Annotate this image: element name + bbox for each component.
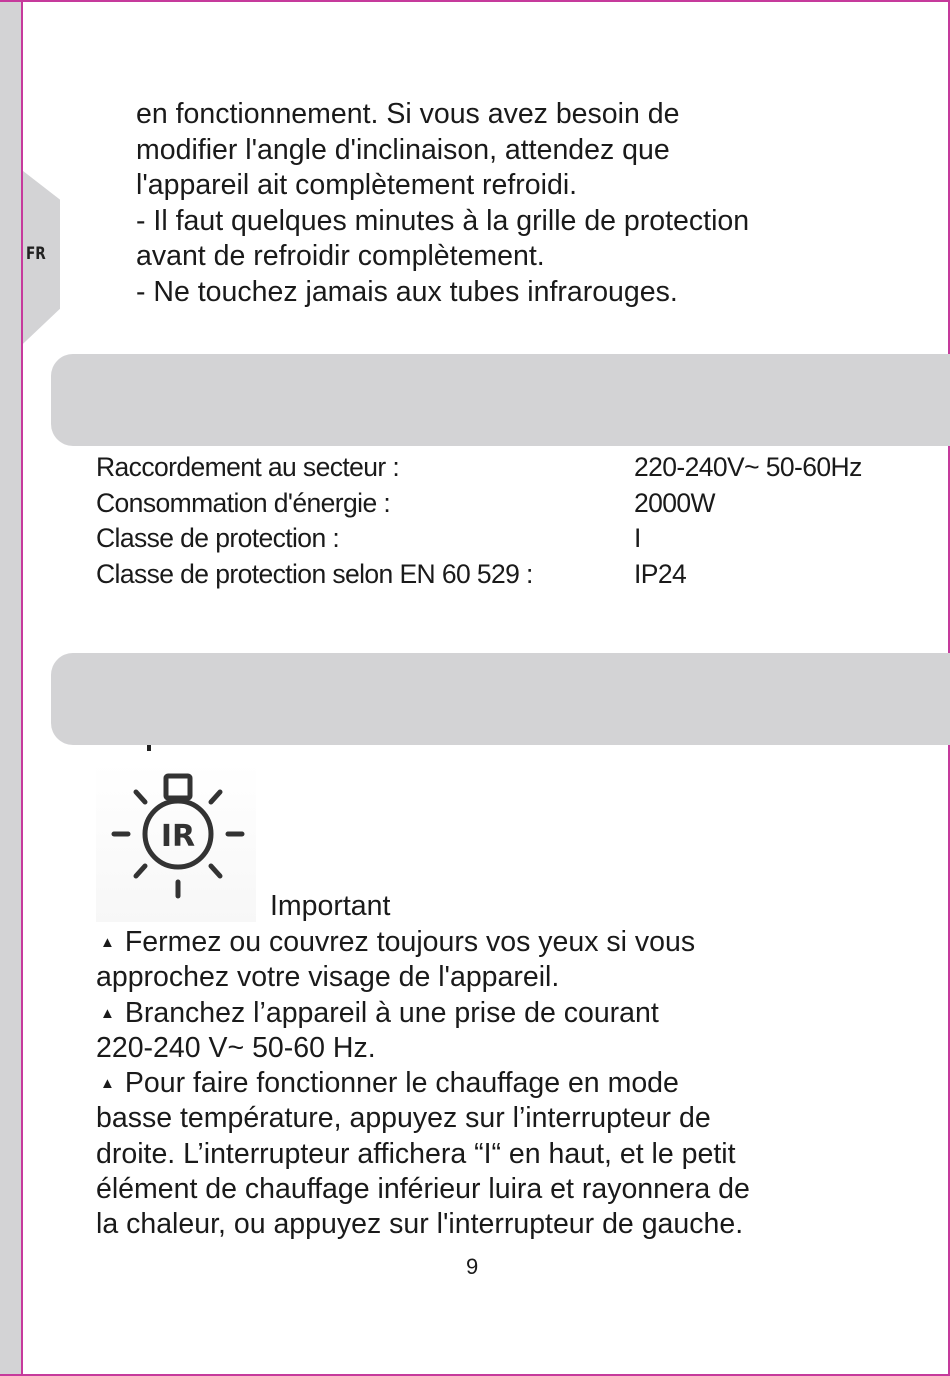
intro-line: avant de refroidir complètement. (136, 240, 545, 272)
page-number: 9 (466, 1254, 479, 1279)
intro-text (136, 97, 916, 310)
infrared-bulb-icon (96, 762, 256, 922)
intro-line: - Il faut quelques minutes à la grille de protection (136, 204, 750, 237)
intro-line: l'appareil ait complètement refroidi. (136, 169, 578, 201)
triangle-bullet-icon: ▲ (100, 1004, 115, 1022)
section-header-band-specs (51, 354, 950, 446)
icon-text: IR (160, 819, 196, 854)
spec-value: IP24 (634, 558, 687, 589)
body-line: droite. L’interrupteur affichera “I“ en haut, et le petit (96, 1137, 736, 1170)
safety-instructions (96, 925, 886, 1243)
page-border-top (0, 0, 950, 2)
intro-line: - Ne touchez jamais aux tubes infrarouges. (136, 275, 678, 308)
spec-label: Classe de protection : (96, 523, 340, 553)
spec-row (96, 557, 916, 593)
intro-line: en fonctionnement. Si vous avez besoin de (136, 98, 680, 130)
body-line: la chaleur, ou appuyez sur l'interrupteur de gauche. (96, 1208, 744, 1241)
spec-label: Classe de protection selon EN 60 529 : (96, 558, 533, 589)
body-line: élément de chauffage inférieur luira et rayonnera de (96, 1173, 750, 1206)
spec-value: 2000W (634, 487, 715, 518)
text-fragment-mark (147, 745, 151, 751)
body-line: approchez votre visage de l'appareil. (96, 961, 560, 994)
triangle-bullet-icon: ▲ (100, 1075, 115, 1093)
important-heading: Important (270, 890, 391, 922)
spec-table (96, 450, 916, 592)
bullet-text: Fermez ou couvrez toujours vos yeux si vous (124, 926, 696, 958)
bullet-line (96, 925, 886, 960)
triangle-bullet-icon: ▲ (100, 934, 115, 951)
body-line: 220-240 V~ 50-60 Hz. (96, 1031, 376, 1064)
bullet-line (96, 1066, 886, 1101)
spec-row (96, 486, 916, 522)
spec-label: Raccordement au secteur : (96, 452, 400, 482)
section-header-band-safety (51, 653, 950, 745)
spec-value: 220-240V~ 50-60Hz (634, 452, 862, 482)
page-border-left (21, 0, 23, 1376)
intro-line: modifier l'angle d'inclinaison, attendez que (136, 133, 670, 166)
language-label: FR (26, 244, 46, 264)
spec-row (96, 521, 916, 557)
bullet-text: Branchez l’appareil à une prise de courant (124, 996, 659, 1029)
bullet-line (96, 996, 886, 1031)
bullet-text: Pour faire fonctionner le chauffage en mode (124, 1067, 679, 1100)
spec-value: I (634, 523, 641, 553)
body-line: basse température, appuyez sur l’interrupteur de (96, 1102, 711, 1135)
spec-label: Consommation d'énergie : (96, 487, 391, 518)
spec-row (96, 450, 916, 486)
